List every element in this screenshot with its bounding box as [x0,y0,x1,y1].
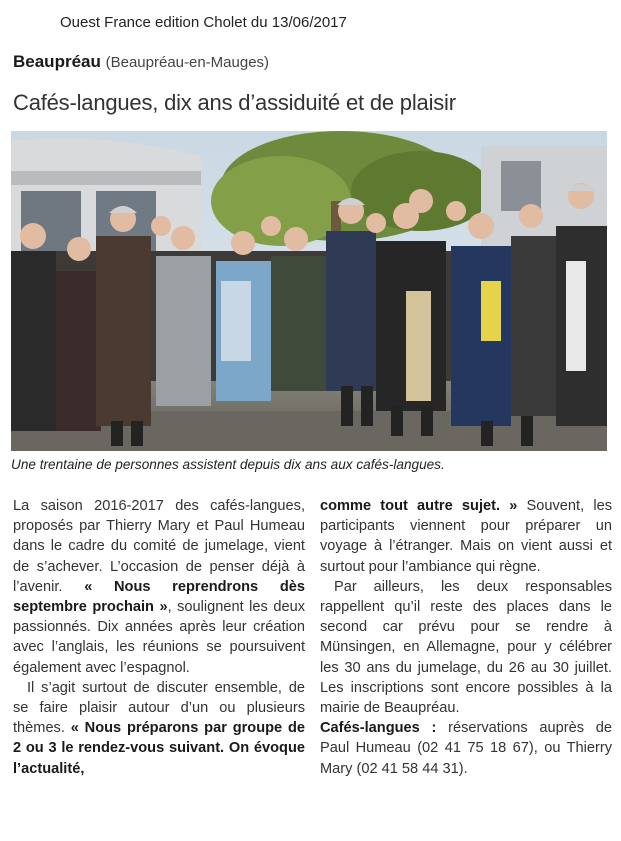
article-column-2 [320,496,612,779]
headline: Cafés-langues, dix ans d’assiduité et de plaisir [13,90,456,115]
locality-name: Beaupréau [13,52,101,71]
paragraph-4 [320,577,612,718]
contact-text: réservations auprès de Paul Humeau (02 41 75 18 67), ou Thierry Mary (02 41 58 44 31). [320,720,612,777]
locality-sub: (Beaupréau-en-Mauges) [105,54,270,71]
contact-paragraph [320,718,612,779]
paragraph-1-quote: « Nous reprendrons dès septembre prochain » [13,578,305,616]
contact-label: Cafés-langues : [320,720,437,737]
paragraph-1-end: , soulignent les deux passionnés. Dix années après leur création avec l’anglais, les réunions se poursuivent également avec l’espagnol. [13,599,305,676]
group-photo-illustration [11,131,607,451]
group-photo [11,131,607,451]
paragraph-2-text: Il s’agit surtout de discuter ensemble, de se faire plaisir autour d’un ou plusieurs thèmes. [13,679,305,737]
paragraph-3-quote: comme tout autre sujet. » [320,498,518,514]
paragraph-3 [320,496,612,577]
paragraph-4-text: Par ailleurs, les deux responsables rappellent qu’il reste des places dans le second car prévu pour se rendre à Münsingen, en Allemagne, pour y célébrer les 30 ans du jumelage, du 26 au 30 juillet. Les inscriptions sont encore possibles à la mairie de Beaupréau. [320,578,612,717]
locality [13,52,269,72]
photo-caption: Une trentaine de personnes assistent depuis dix ans aux cafés-langues. [11,457,445,472]
paragraph-2-quote: « Nous préparons par groupe de 2 ou 3 le rendez-vous suivant. On évoque l’actualité, [13,720,305,777]
paragraph-3-text: Souvent, les participants viennent pour préparer un voyage à l’étranger. Mais on vient aussi et surtout pour l’ambiance qui règne. [320,498,612,575]
article-column-1 [13,496,305,779]
paragraph-2 [13,678,305,779]
paragraph-1 [13,496,305,678]
paragraph-1-text: La saison 2016-2017 des cafés-langues, proposés par Thierry Mary et Paul Humeau dans le cadre du comité de jumelage, vient de s’achever. L’occasion de penser déjà à l’avenir. [13,498,305,595]
source-line: Ouest France edition Cholet du 13/06/2017 [60,14,347,31]
